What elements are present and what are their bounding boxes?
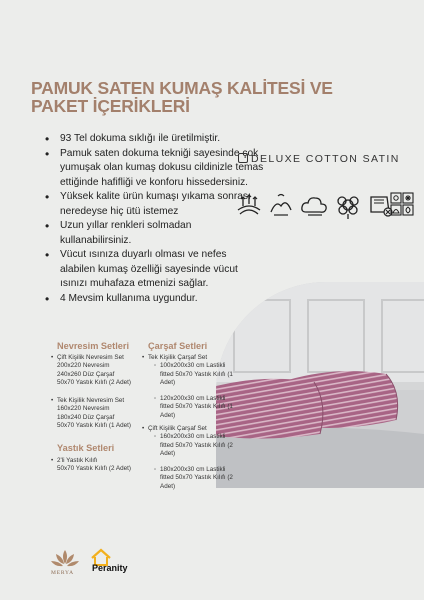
yastik-set-1 [51, 457, 151, 474]
list-item: • Vücut ısınıza duyarlı olması ve nefes alabilen kumaş özelliği sayesinde vücut ısınızı muhafaza etmenizi sağlar. [44, 248, 264, 292]
list-item: 50x70 Yastık Kılıfı (2 Adet) [57, 465, 131, 473]
carsaf-group-1 [142, 354, 242, 420]
nevresim-set-2 [51, 397, 151, 430]
list-item: fitted 50x70 Yastık Kılıfı (1 [160, 370, 233, 378]
list-item: Adet) [160, 482, 176, 490]
list-item: 240x260 Düz Çarşaf [57, 370, 115, 378]
product-photo [216, 282, 424, 488]
list-item: 180x240 Düz Çarşaf [57, 413, 115, 421]
list-item: 160x220 Nevresim [57, 405, 110, 413]
list-item: Adet) [160, 449, 176, 457]
list-item: 50x70 Yastık Kılıfı (1 Adet) [57, 421, 131, 429]
list-item: • Çift Kişilik Çarşaf Set [142, 425, 207, 432]
list-item: • 93 Tel dokuma sıklığı ile üretilmiştir. [44, 132, 264, 147]
list-item: 50x70 Yastık Kılıfı (2 Adet) [57, 378, 131, 386]
list-item: • Tek Kişilik Çarşaf Set [142, 354, 208, 361]
page-title: PAMUK SATEN KUMAŞ KALİTESİ VE PAKET İÇERİKLERİ [31, 78, 333, 116]
brand-line-text: DELUXE COTTON SATIN [251, 153, 400, 165]
brand-line [238, 153, 414, 167]
list-item: 200x220 Nevresim [57, 362, 110, 370]
carsaf-group-2 [142, 425, 242, 491]
nevresim-set-1 [51, 354, 151, 387]
list-item: • Tek Kişilik Nevresim Set [51, 397, 125, 404]
list-item: • 4 Mevsim kullanıma uygundur. [44, 292, 264, 307]
list-item: ◦ 120x200x30 cm Lastikli [154, 395, 226, 403]
list-item: Adet) [160, 378, 176, 386]
merya-logo-text: MERYA [51, 570, 74, 576]
list-item: • 2'li Yastık Kılıfı [51, 457, 98, 464]
bedroom-pillows-image [216, 282, 424, 488]
nevresim-title: Nevresim Setleri [57, 341, 130, 351]
list-item: ◦ 100x200x30 cm Lastikli [154, 362, 226, 370]
yastik-title: Yastık Setleri [57, 443, 115, 453]
list-item: Adet) [160, 411, 176, 419]
brand-logos [48, 548, 148, 578]
soft-touch-icon [268, 192, 294, 220]
label-tag-icon [238, 153, 248, 163]
list-item: ◦ 160x200x30 cm Lastikli [154, 433, 226, 441]
cotton-icon [334, 192, 362, 220]
list-item: fitted 50x70 Yastık Kılıfı (2 [160, 474, 233, 482]
list-item: • Uzun yıllar renkleri solmadan kullanabilirsiniz. [44, 219, 264, 248]
feature-list [44, 132, 264, 306]
list-item: fitted 50x70 Yastık Kılıfı (1 [160, 403, 233, 411]
list-item: • Çift Kişilik Nevresim Set [51, 354, 124, 361]
seasons-icon [390, 192, 414, 218]
peranity-logo-text: Peranity [92, 563, 128, 573]
care-icons-row [236, 192, 414, 222]
list-item: ◦ 180x200x30 cm Lastikli [154, 466, 226, 474]
carsaf-title: Çarşaf Setleri [148, 341, 208, 351]
list-item: fitted 50x70 Yastık Kılıfı (2 [160, 441, 233, 449]
cloud-icon [300, 192, 328, 220]
list-item: • Yüksek kalite ürün kumaşı yıkama sonrası neredeyse hiç ütü istemez [44, 190, 264, 219]
thread-count-icon [236, 192, 262, 220]
list-item: • Pamuk saten dokuma tekniği sayesinde çok yumuşak olan kumaş dokusu cildinizle temas ettiğinde hafifliği ve konforu hissedersiniz. [44, 147, 264, 191]
